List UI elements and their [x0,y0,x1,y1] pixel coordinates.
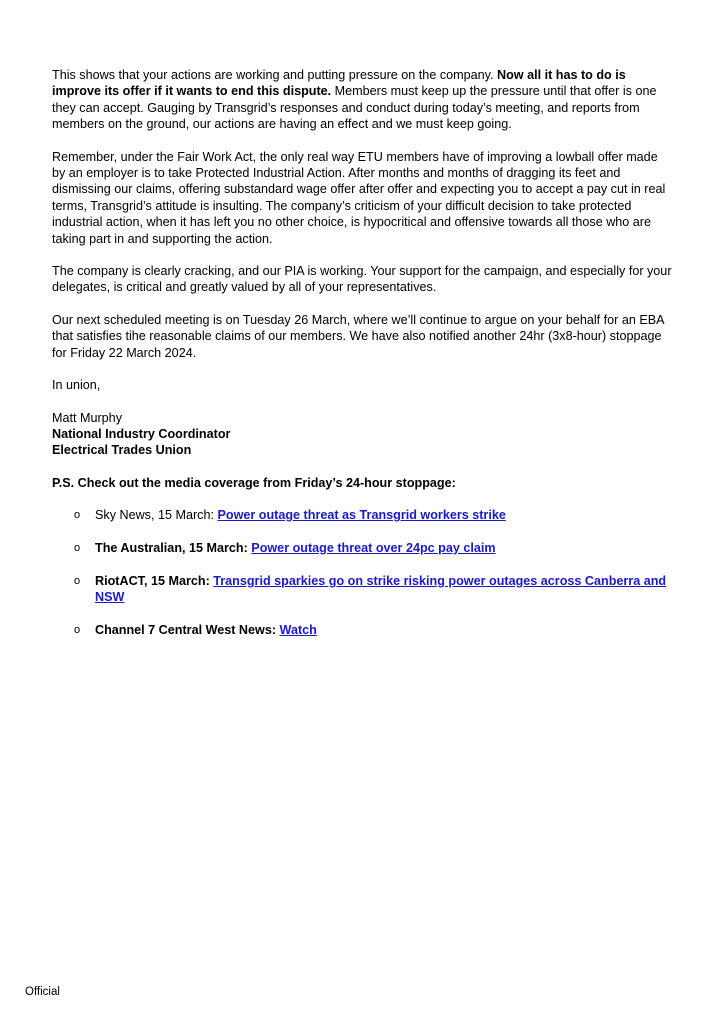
closing-line: In union, [52,378,101,393]
signature-block [52,410,672,459]
paragraph-next-meeting: Our next scheduled meeting is on Tuesday 26 March, where we’ll continue to argue on your behalf for an EBA that satisfies tihe reasonable claims of our members. We have also notified another 24hr (3x8-hour) stoppage for Friday 22 March 2024. [52,312,664,360]
paragraph-emphasis: Now all it has to do is improve its offer if it wants to end this dispute. [52,68,626,99]
letter-body [52,67,672,655]
signatory-organisation: Electrical Trades Union [52,443,192,458]
paragraph-actions-working [52,67,672,133]
list-item [74,622,672,638]
hollow-circle-bullet-icon: o [74,623,81,636]
paragraph-company-cracking: The company is clearly cracking, and our PIA is working. Your support for the campaign, and especially for your delegates, is critical and greatly valued by all of your representatives. [52,264,672,295]
signatory-title: National Industry Coordinator [52,426,231,441]
media-source: Channel 7 Central West News: [95,622,280,637]
list-item [74,573,672,606]
media-source: Sky News, 15 March: [95,508,218,523]
list-item [74,507,672,523]
media-link-riotact[interactable]: Transgrid sparkies go on strike risking power outages across Canberra and NSW [95,573,667,605]
media-link-the-australian[interactable]: Power outage threat over 24pc pay claim [251,540,496,555]
media-source: The Australian, 15 March: [95,540,252,555]
postscript: P.S. Check out the media coverage from Friday’s 24-hour stoppage: [52,475,456,490]
media-source: RiotACT, 15 March: [95,573,214,588]
media-link-channel-7[interactable]: Watch [279,622,317,637]
list-item [74,540,672,556]
classification-footer: Official [25,986,60,998]
hollow-circle-bullet-icon: o [74,574,81,587]
paragraph-text: This shows that your actions are working and putting pressure on the company. [52,68,497,82]
hollow-circle-bullet-icon: o [74,509,81,522]
hollow-circle-bullet-icon: o [74,541,81,554]
paragraph-fair-work-act: Remember, under the Fair Work Act, the only real way ETU members have of improving a lowball offer made by an employer is to take Protected Industrial Action. After months and months of dragging its feet and dismissing our claims, offering substandard wage offer after offer and expecting you to accept a pay cut in real terms, Transgrid’s attitude is insulting. The company’s criticism of your difficult decision to take protected industrial action, when it has left you no other choice, is hypocritical and offensive towards all those who are taking part in and supporting the action. [52,149,666,246]
media-coverage-list [52,507,672,638]
media-link-sky-news[interactable]: Power outage threat as Transgrid workers strike [217,508,506,523]
paragraph-text: Members must keep up the pressure until that offer is one they can accept. Gauging by Transgrid’s responses and conduct during today’s meeting, and reports from members on the ground, our actions are having an effect and we must keep going. [52,84,657,132]
signatory-name: Matt Murphy [52,410,122,425]
